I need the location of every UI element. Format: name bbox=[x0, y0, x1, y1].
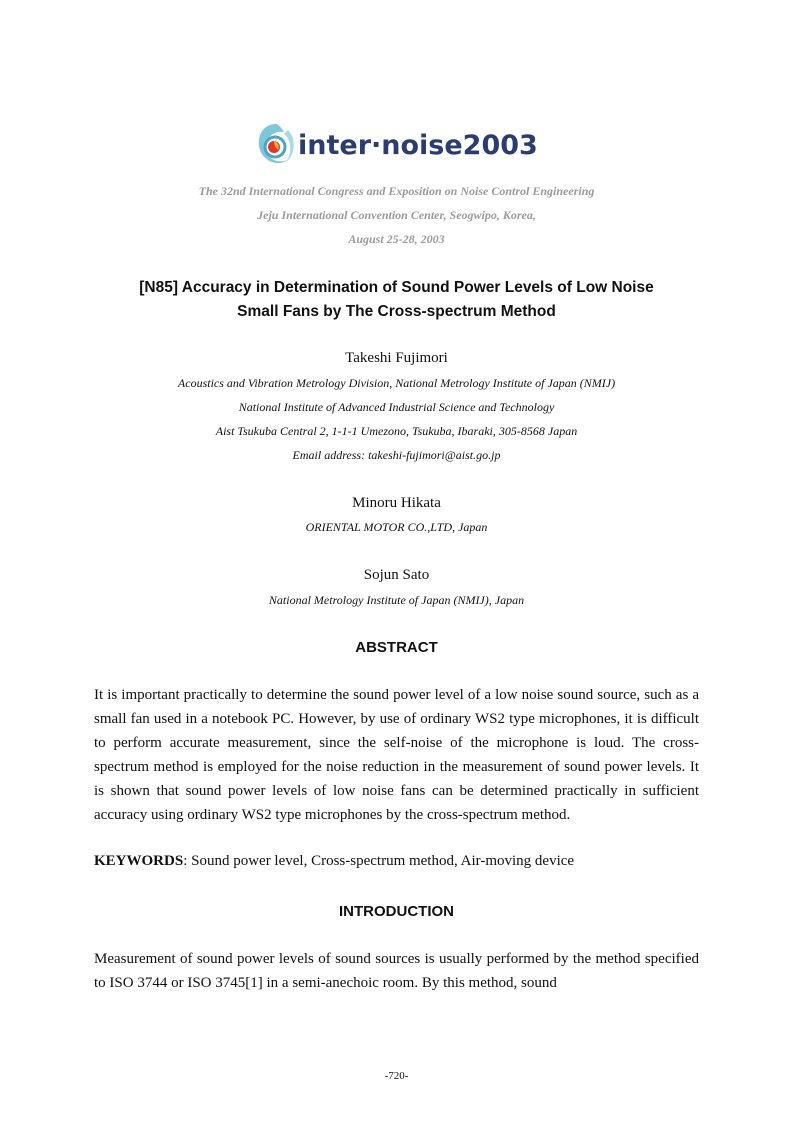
author-affiliation: Acoustics and Vibration Metrology Division, National Metrology Institute of Japan (NMIJ) bbox=[177, 376, 616, 390]
logo-wordmark: inter·noise2003 bbox=[298, 130, 538, 161]
author-name: Takeshi Fujimori bbox=[345, 350, 448, 366]
introduction-heading: INTRODUCTION bbox=[339, 903, 454, 920]
abstract-text: It is important practically to determine the sound power level of a low noise sound source, such as a small fan used in a notebook PC. However, by use of ordinary WS2 type microphones, it is difficult to perform accurate measurement, since the self-noise of the microphone is loud. The cross-spectrum method is employed for the noise reduction in the measurement of sound power levels. It is shown that sound power levels of low noise fans can be determined practically in sufficient accuracy using ordinary WS2 type microphones by the cross-spectrum method. bbox=[94, 687, 699, 823]
paper-title-line-1: [N85] Accuracy in Determination of Sound Power Levels of Low Noise bbox=[139, 279, 654, 296]
page-number: -720- bbox=[384, 1070, 409, 1082]
conference-logo bbox=[254, 118, 544, 174]
conference-dates: August 25-28, 2003 bbox=[348, 232, 445, 246]
keywords-label: KEYWORDS bbox=[94, 853, 184, 869]
introduction-text: Measurement of sound power levels of sound sources is usually performed by the method specified to ISO 3744 or ISO 3745[1] in a semi-anechoic room. By this method, sound bbox=[94, 951, 699, 991]
swirl-logo-icon bbox=[254, 118, 298, 174]
conference-line-2: Jeju International Convention Center, Seogwipo, Korea, bbox=[257, 208, 536, 222]
paper-title-line-2: Small Fans by The Cross-spectrum Method bbox=[237, 303, 556, 320]
author-affiliation: ORIENTAL MOTOR CO.,LTD, Japan bbox=[305, 520, 488, 534]
author-email: Email address: takeshi-fujimori@aist.go.jp bbox=[292, 448, 501, 462]
keywords-line bbox=[94, 853, 699, 870]
author-affiliation: National Institute of Advanced Industrial Science and Technology bbox=[238, 400, 555, 414]
abstract-heading: ABSTRACT bbox=[355, 639, 438, 656]
conference-line-1: The 32nd International Congress and Exposition on Noise Control Engineering bbox=[198, 184, 595, 198]
keywords-text: : Sound power level, Cross-spectrum method, Air-moving device bbox=[183, 853, 575, 869]
author-name: Sojun Sato bbox=[363, 567, 430, 583]
author-affiliation: National Metrology Institute of Japan (NMIJ), Japan bbox=[268, 593, 525, 607]
author-address: Aist Tsukuba Central 2, 1-1-1 Umezono, Tsukuba, Ibaraki, 305-8568 Japan bbox=[215, 424, 578, 438]
author-name: Minoru Hikata bbox=[352, 495, 441, 511]
